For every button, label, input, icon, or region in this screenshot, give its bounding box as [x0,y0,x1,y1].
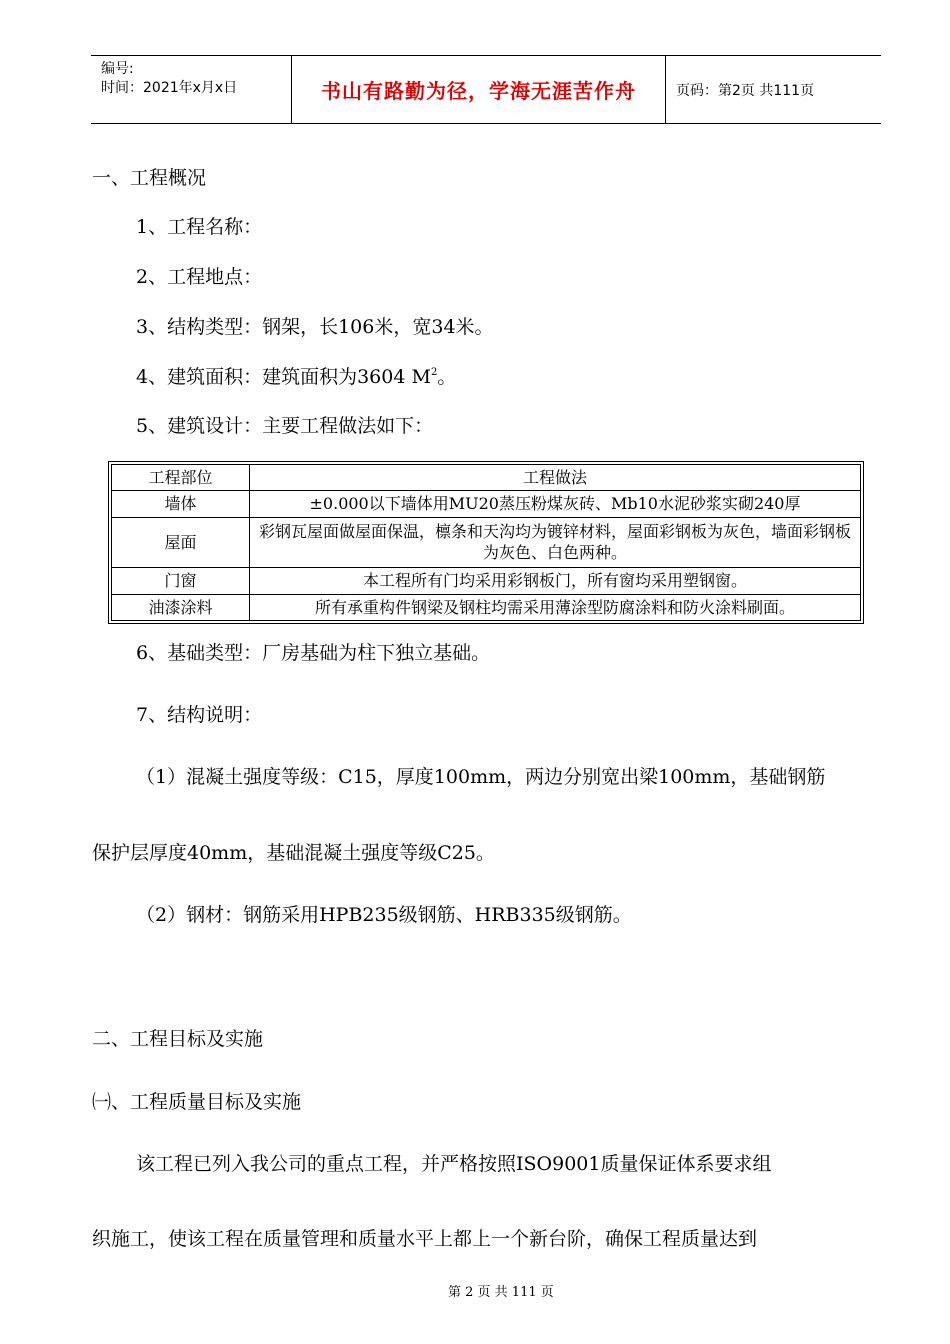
item-4 [136,365,456,389]
number-label: 编号: [101,61,134,77]
table-header-row [112,465,861,491]
item-1: 1、工程名称： [136,216,263,238]
section-1-title: 一、工程概况 [92,167,207,189]
item-4-sup: 2 [430,367,438,378]
table-header: 工程部位 [112,465,250,491]
table-cell: 所有承重构件钢梁及钢柱均需采用薄涂型防腐涂料和防火涂料刷面。 [250,594,861,620]
table-cell: 本工程所有门均采用彩钢板门，所有窗均采用塑钢窗。 [250,568,861,594]
table-row [112,491,861,517]
header-motto-cell [292,56,666,123]
table-cell: 墙体 [112,491,250,517]
table-cell: 油漆涂料 [112,594,250,620]
item-6: 6、基础类型：厂房基础为柱下独立基础。 [136,642,491,664]
header-meta [91,56,292,123]
page-header [91,55,881,124]
time-label: 时间：2021年x月x日 [101,80,238,96]
table-header: 工程做法 [250,465,861,491]
item-4-prefix: 4、建筑面积：建筑面积为3604 M [136,366,431,388]
page-footer: 第 2 页 共 111 页 [448,1285,554,1300]
section-2-subtitle: ㈠、工程质量目标及实施 [92,1091,302,1113]
section-2-title: 二、工程目标及实施 [92,1028,264,1050]
item-4-suffix: 。 [437,366,457,388]
table-row [112,594,861,620]
paragraph-3-line-1: 该工程已列入我公司的重点工程，并严格按照ISO9001质量保证体系要求组 [136,1153,772,1175]
item-2: 2、工程地点： [136,266,263,288]
table-cell: 彩钢瓦屋面做屋面保温，檩条和天沟均为镀锌材料，屋面彩钢板为灰色，墙面彩钢板为灰色、白色两种。 [250,517,861,568]
table-cell: ±0.000以下墙体用MU20蒸压粉煤灰砖、Mb10水泥砂浆实砌240厚 [250,491,861,517]
item-7: 7、结构说明： [136,704,263,726]
table-row [112,568,861,594]
paragraph-2: （2）钢材：钢筋采用HPB235级钢筋、HRB335级钢筋。 [136,904,632,926]
item-3: 3、结构类型：钢架，长106米，宽34米。 [136,316,494,338]
page-info-text: 页码：第2页 共111页 [676,82,815,99]
table-row [112,517,861,568]
table-cell: 门窗 [112,568,250,594]
paragraph-1-line-2: 保护层厚度40mm，基础混凝土强度等级C25。 [92,842,495,864]
method-table-frame [108,461,864,624]
table-cell: 屋面 [112,517,250,568]
header-page-info [666,56,881,123]
motto-text: 书山有路勤为径，学海无涯苦作舟 [321,79,636,103]
method-table [111,464,861,621]
paragraph-1-line-1: （1）混凝土强度等级：C15，厚度100mm，两边分别宽出梁100mm，基础钢筋 [136,766,826,788]
paragraph-3-line-2: 织施工，使该工程在质量管理和质量水平上都上一个新台阶，确保工程质量达到 [92,1228,758,1250]
item-5: 5、建筑设计：主要工程做法如下： [136,415,434,437]
